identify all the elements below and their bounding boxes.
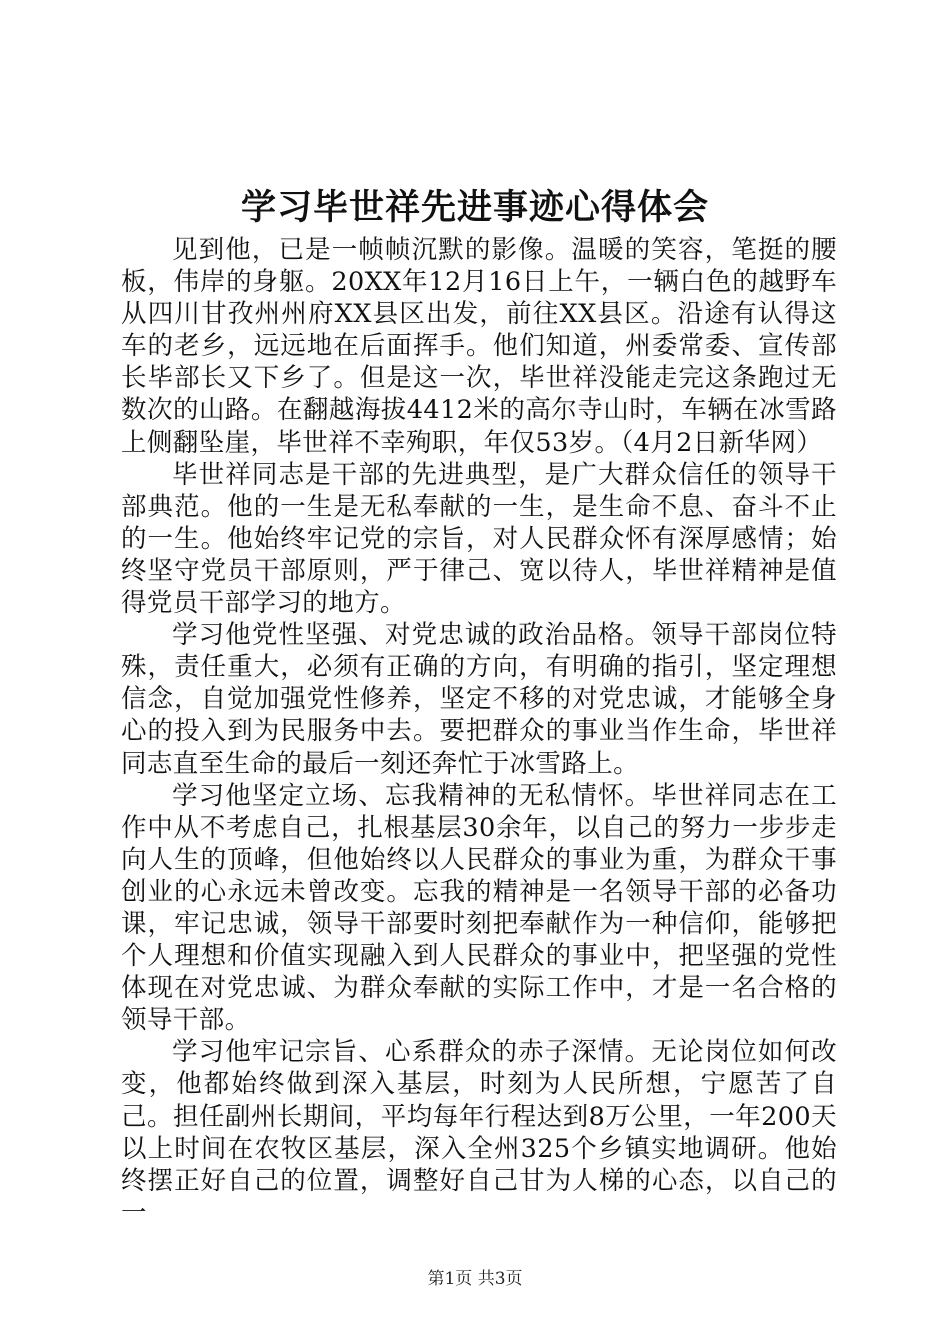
paragraph: 学习他坚定立场、忘我精神的无私情怀。毕世祥同志在工作中从不考虑自己，扎根基层30余年，以自己的努力一步步走向人生的顶峰，但他始终以人民群众的事业为重，为群众干事创业的心永远未曾改变。忘我的精神是一名领导干部的必备功课，牢记忠诚，领导干部要时刻把奉献作为一种信仰，能够把个人理想和价值实现融入到人民群众的事业中，把坚强的党性体现在对党忠诚、为群众奉献的实际工作中，才是一名合格的领导干部。 bbox=[121, 780, 837, 1036]
paragraph: 见到他，已是一帧帧沉默的影像。温暖的笑容，笔挺的腰板，伟岸的身躯。20XX年12月16日上午，一辆白色的越野车从四川甘孜州州府XX县区出发，前往XX县区。沿途有认得这车的老乡，远远地在后面挥手。他们知道，州委常委、宣传部长毕部长又下乡了。但是这一次，毕世祥没能走完这条跑过无数次的山路。在翻越海拔4412米的高尔寺山时，车辆在冰雪路上侧翻坠崖，毕世祥不幸殉职，年仅53岁。（4月2日新华网） bbox=[121, 235, 837, 458]
paragraph: 学习他牢记宗旨、心系群众的赤子深情。无论岗位如何改变，他都始终做到深入基层，时刻为人民所想，宁愿苦了自己。担任副州长期间，平均每年行程达到8万公里，一年200天以上时间在农牧区基层，深入全州325个乡镇实地调研。他始终摆正好自己的位置，调整好自己甘为人梯的心态，以自己的一 bbox=[121, 1037, 837, 1228]
document-body bbox=[121, 234, 837, 1229]
paragraph: 毕世祥同志是干部的先进典型，是广大群众信任的领导干部典范。他的一生是无私奉献的一生，是生命不息、奋斗不止的一生。他始终牢记党的宗旨，对人民群众怀有深厚感情；始终坚守党员干部原则，严于律己、宽以待人，毕世祥精神是值得党员干部学习的地方。 bbox=[121, 459, 837, 619]
document-title: 学习毕世祥先进事迹心得体会 bbox=[240, 187, 709, 228]
page-footer: 第1页 共3页 bbox=[427, 1269, 523, 1289]
paragraph: 学习他党性坚强、对党忠诚的政治品格。领导干部岗位特殊，责任重大，必须有正确的方向，有明确的指引，坚定理想信念，自觉加强党性修养，坚定不移的对党忠诚，才能够全身心的投入到为民服务中去。要把群众的事业当作生命，毕世祥同志直至生命的最后一刻还奔忙于冰雪路上。 bbox=[121, 620, 837, 779]
